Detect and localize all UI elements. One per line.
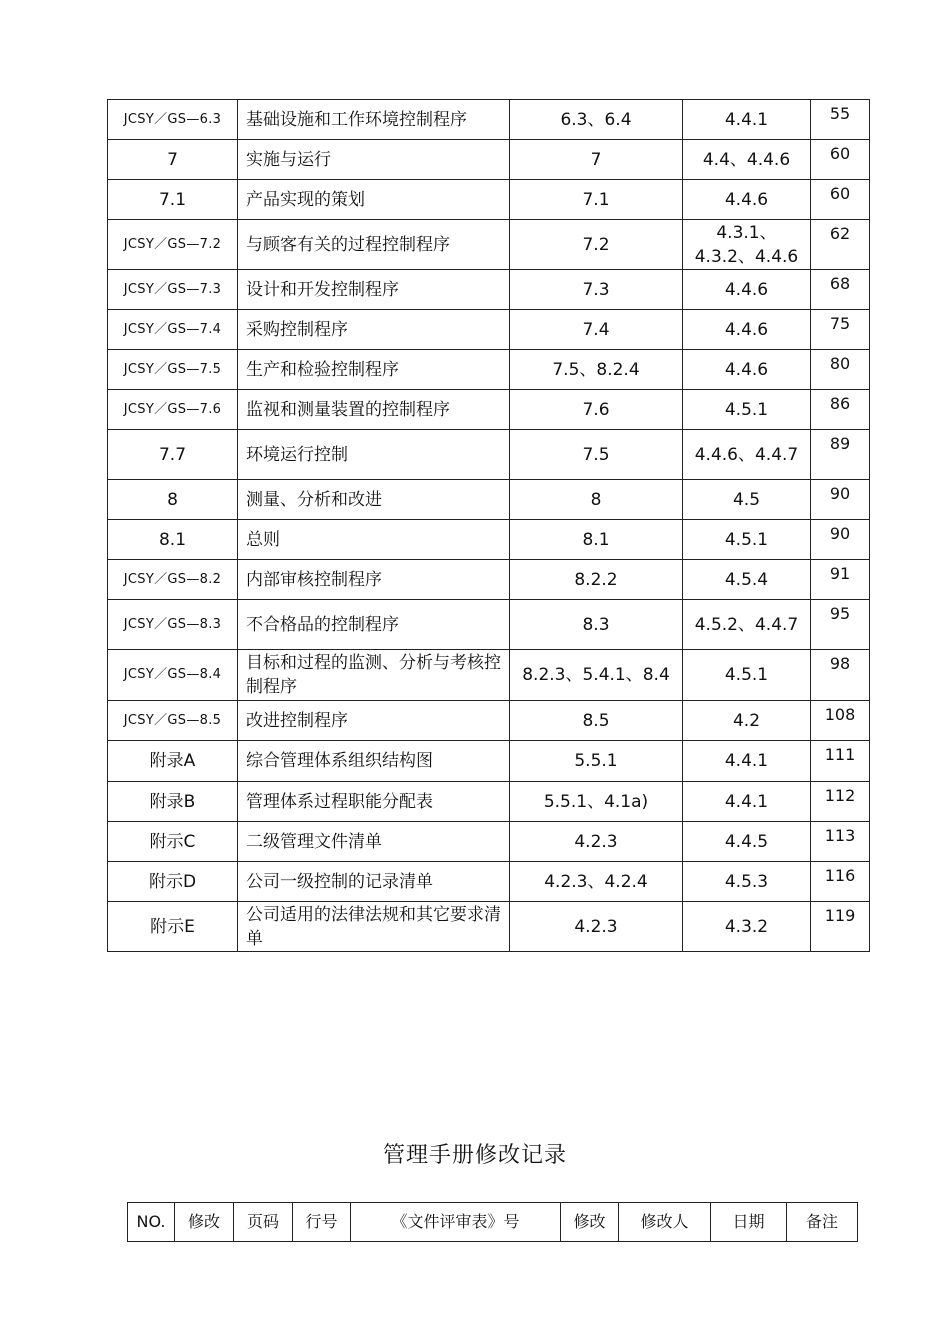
toc-page-number: 89 [811, 430, 870, 480]
toc-oh-clause: 4.4.5 [683, 822, 811, 862]
toc-iso-clause: 7.3 [510, 270, 683, 310]
toc-page-number: 111 [811, 741, 870, 782]
revision-header-row [128, 1203, 858, 1242]
toc-iso-clause: 5.5.1 [510, 741, 683, 782]
toc-oh-clause: 4.5.4 [683, 560, 811, 600]
toc-iso-clause: 5.5.1、4.1a) [510, 782, 683, 822]
toc-code: JCSY／GS—7.3 [108, 270, 238, 310]
toc-code: 8.1 [108, 520, 238, 560]
header-revision-2: 修改 [561, 1203, 619, 1242]
toc-row [108, 180, 870, 220]
toc-row [108, 822, 870, 862]
toc-oh-clause: 4.5.1 [683, 520, 811, 560]
toc-row [108, 310, 870, 350]
toc-iso-clause: 8.3 [510, 600, 683, 650]
toc-title: 实施与运行 [238, 140, 510, 180]
toc-page-number: 62 [811, 220, 870, 270]
toc-iso-clause: 8.1 [510, 520, 683, 560]
toc-code: JCSY／GS—8.4 [108, 650, 238, 701]
toc-oh-clause: 4.4.6 [683, 310, 811, 350]
toc-oh-clause: 4.5.1 [683, 390, 811, 430]
toc-oh-clause: 4.5 [683, 480, 811, 520]
revision-record-title: 管理手册修改记录 [382, 1143, 567, 1168]
toc-title: 内部审核控制程序 [238, 560, 510, 600]
toc-row [108, 350, 870, 390]
toc-row [108, 480, 870, 520]
toc-page-number: 95 [811, 600, 870, 650]
toc-iso-clause: 7.4 [510, 310, 683, 350]
toc-page-number: 68 [811, 270, 870, 310]
header-line: 行号 [293, 1203, 351, 1242]
header-review-form-no: 《文件评审表》号 [351, 1203, 561, 1242]
toc-row [108, 390, 870, 430]
toc-oh-clause: 4.4.6 [683, 350, 811, 390]
toc-oh-clause: 4.4.1 [683, 741, 811, 782]
toc-row [108, 140, 870, 180]
toc-row [108, 520, 870, 560]
toc-oh-clause: 4.5.1 [683, 650, 811, 701]
toc-code: 7 [108, 140, 238, 180]
toc-page-number: 55 [811, 100, 870, 140]
toc-oh-clause: 4.4、4.4.6 [683, 140, 811, 180]
toc-body [108, 100, 870, 952]
toc-code: 附录A [108, 741, 238, 782]
toc-iso-clause: 8.2.2 [510, 560, 683, 600]
toc-code: 附示E [108, 902, 238, 952]
toc-page-number: 90 [811, 480, 870, 520]
toc-iso-clause: 4.2.3 [510, 822, 683, 862]
toc-row [108, 560, 870, 600]
toc-title: 与顾客有关的过程控制程序 [238, 220, 510, 270]
toc-iso-clause: 7.2 [510, 220, 683, 270]
toc-table [107, 99, 870, 952]
header-no: NO. [128, 1203, 175, 1242]
toc-title: 基础设施和工作环境控制程序 [238, 100, 510, 140]
toc-oh-clause: 4.4.6 [683, 270, 811, 310]
toc-code: JCSY／GS—6.3 [108, 100, 238, 140]
toc-title: 监视和测量装置的控制程序 [238, 390, 510, 430]
toc-title: 产品实现的策划 [238, 180, 510, 220]
toc-oh-clause: 4.4.6、4.4.7 [683, 430, 811, 480]
toc-code: 附示C [108, 822, 238, 862]
toc-oh-clause: 4.2 [683, 701, 811, 741]
toc-oh-clause: 4.4.6 [683, 180, 811, 220]
header-page: 页码 [234, 1203, 293, 1242]
toc-code: JCSY／GS—8.5 [108, 701, 238, 741]
toc-oh-clause: 4.5.2、4.4.7 [683, 600, 811, 650]
toc-oh-clause: 4.4.1 [683, 100, 811, 140]
toc-page-number: 60 [811, 180, 870, 220]
toc-title: 设计和开发控制程序 [238, 270, 510, 310]
toc-title: 生产和检验控制程序 [238, 350, 510, 390]
toc-page-number: 113 [811, 822, 870, 862]
toc-row [108, 650, 870, 701]
toc-page-number: 80 [811, 350, 870, 390]
toc-code: JCSY／GS—7.5 [108, 350, 238, 390]
toc-row [108, 270, 870, 310]
toc-iso-clause: 6.3、6.4 [510, 100, 683, 140]
toc-code: JCSY／GS—7.6 [108, 390, 238, 430]
toc-row [108, 741, 870, 782]
header-revision: 修改 [175, 1203, 234, 1242]
header-reviser: 修改人 [619, 1203, 711, 1242]
toc-row [108, 701, 870, 741]
toc-code: JCSY／GS—7.4 [108, 310, 238, 350]
toc-title: 测量、分析和改进 [238, 480, 510, 520]
toc-title: 公司适用的法律法规和其它要求清单 [238, 902, 510, 952]
toc-code: 7.7 [108, 430, 238, 480]
header-remarks: 备注 [787, 1203, 858, 1242]
toc-row [108, 600, 870, 650]
toc-oh-clause: 4.3.1、4.3.2、4.4.6 [683, 220, 811, 270]
toc-title: 环境运行控制 [238, 430, 510, 480]
toc-code: JCSY／GS—7.2 [108, 220, 238, 270]
toc-iso-clause: 8.2.3、5.4.1、8.4 [510, 650, 683, 701]
toc-oh-clause: 4.3.2 [683, 902, 811, 952]
toc-iso-clause: 8 [510, 480, 683, 520]
revision-record-table [127, 1202, 858, 1242]
toc-iso-clause: 4.2.3 [510, 902, 683, 952]
toc-page-number: 90 [811, 520, 870, 560]
toc-page-number: 98 [811, 650, 870, 701]
toc-code: 附示D [108, 862, 238, 902]
toc-page-number: 86 [811, 390, 870, 430]
toc-iso-clause: 7.1 [510, 180, 683, 220]
toc-title: 综合管理体系组织结构图 [238, 741, 510, 782]
toc-title: 总则 [238, 520, 510, 560]
toc-iso-clause: 7.5、8.2.4 [510, 350, 683, 390]
toc-page-number: 91 [811, 560, 870, 600]
toc-title: 改进控制程序 [238, 701, 510, 741]
toc-code: JCSY／GS—8.3 [108, 600, 238, 650]
toc-iso-clause: 8.5 [510, 701, 683, 741]
toc-iso-clause: 7.6 [510, 390, 683, 430]
toc-row [108, 100, 870, 140]
toc-code: 8 [108, 480, 238, 520]
toc-page-number: 112 [811, 782, 870, 822]
toc-oh-clause: 4.5.3 [683, 862, 811, 902]
toc-iso-clause: 4.2.3、4.2.4 [510, 862, 683, 902]
toc-iso-clause: 7.5 [510, 430, 683, 480]
toc-page-number: 119 [811, 902, 870, 952]
header-date: 日期 [711, 1203, 787, 1242]
toc-code: 7.1 [108, 180, 238, 220]
toc-title: 二级管理文件清单 [238, 822, 510, 862]
toc-row [108, 430, 870, 480]
toc-title: 目标和过程的监测、分析与考核控制程序 [238, 650, 510, 701]
toc-code: 附录B [108, 782, 238, 822]
toc-iso-clause: 7 [510, 140, 683, 180]
toc-page-number: 75 [811, 310, 870, 350]
toc-row [108, 782, 870, 822]
toc-page-number: 108 [811, 701, 870, 741]
toc-row [108, 902, 870, 952]
toc-title: 采购控制程序 [238, 310, 510, 350]
toc-page-number: 116 [811, 862, 870, 902]
toc-code: JCSY／GS—8.2 [108, 560, 238, 600]
toc-page-number: 60 [811, 140, 870, 180]
toc-title: 管理体系过程职能分配表 [238, 782, 510, 822]
toc-row [108, 862, 870, 902]
toc-title: 不合格品的控制程序 [238, 600, 510, 650]
toc-title: 公司一级控制的记录清单 [238, 862, 510, 902]
toc-oh-clause: 4.4.1 [683, 782, 811, 822]
toc-row [108, 220, 870, 270]
